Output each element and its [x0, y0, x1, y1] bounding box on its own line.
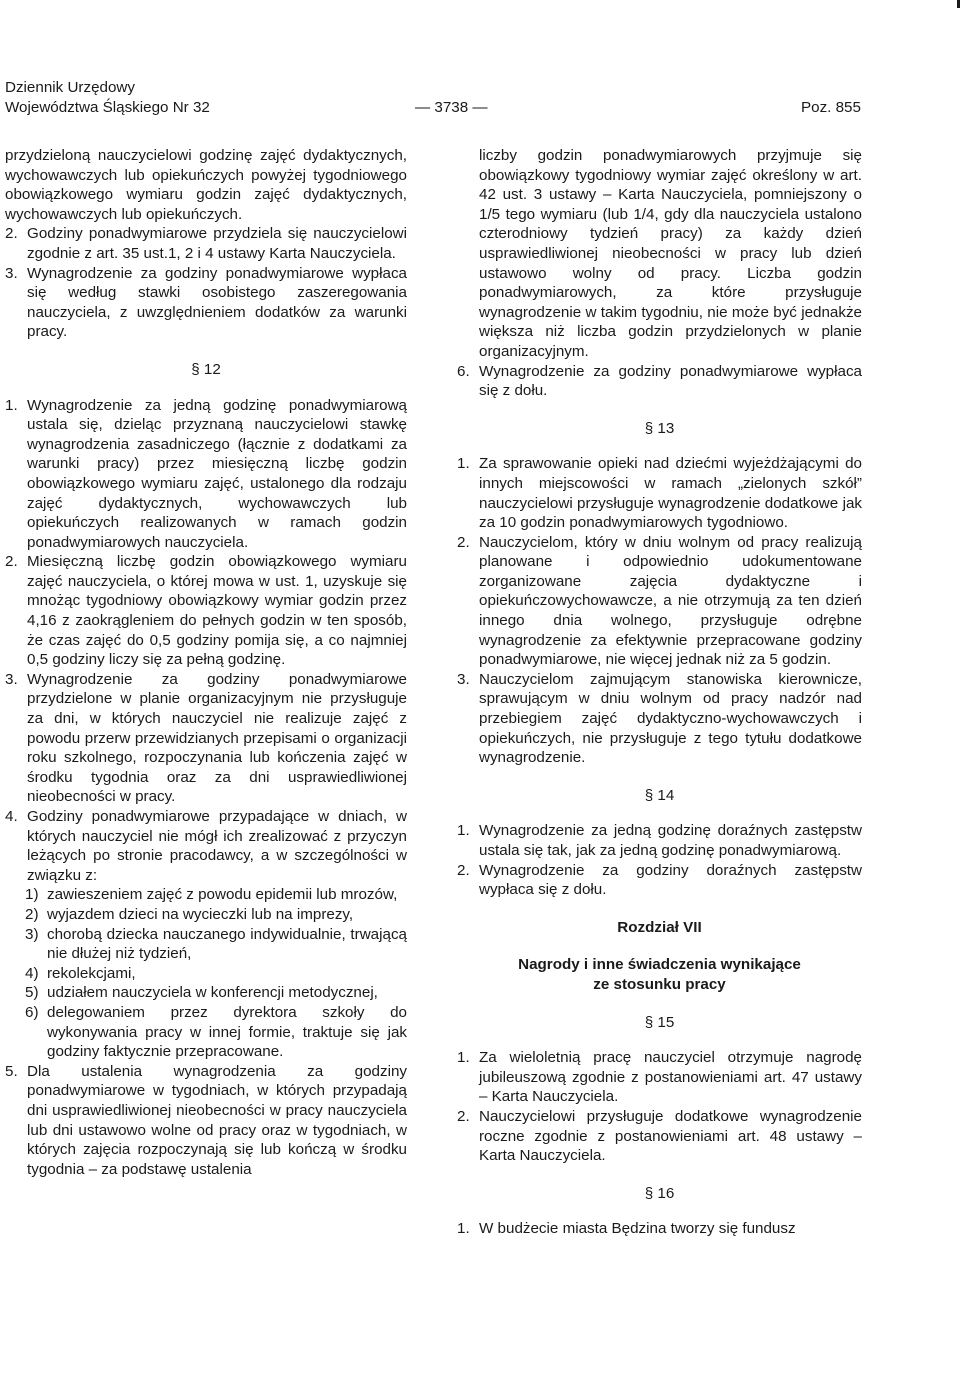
- s13-paragraph-3: [457, 670, 862, 768]
- item-number: 3.: [457, 670, 470, 688]
- s12-paragraph-5: [5, 1062, 407, 1180]
- list-item: [5, 905, 407, 925]
- section-14-heading: § 14: [644, 786, 675, 804]
- s12-paragraph-3: [5, 670, 407, 807]
- section-15-heading: § 15: [644, 1013, 675, 1031]
- s14-paragraph-2: [457, 861, 862, 900]
- list-item: [5, 1003, 407, 1062]
- intro-paragraph: przydzieloną nauczycielowi godzinę zajęć dydaktycznych, wychowawczych lub opiekuńczych powyżej tygodniowego obowiązkowego wymiaru godzin zajęć dydaktycznych, wychowawczych lub opiekuńczych.: [5, 147, 407, 223]
- list-text: zawieszeniem zajęć z powodu epidemii lub mrozów,: [47, 886, 398, 904]
- section-12-heading: § 12: [191, 360, 221, 378]
- item-number: 2.: [457, 533, 470, 551]
- list-text: delegowaniem przez dyrektora szkoły do wykonywania pracy w innej formie, traktuje się jak godziny faktycznie przepracowane.: [47, 1003, 407, 1061]
- item-text: Godziny ponadwymiarowe przydziela się nauczycielowi zgodnie z art. 35 ust.1, 2 i 4 ustawy Karta Nauczyciela.: [27, 225, 407, 262]
- s15-paragraph-1: [457, 1048, 862, 1107]
- list-number: 3): [25, 925, 39, 943]
- page-number: — 3738 —: [415, 99, 488, 116]
- item-text: W budżecie miasta Będzina tworzy się fundusz: [479, 1220, 796, 1238]
- section-13-heading: § 13: [644, 419, 675, 437]
- chapter-number: Rozdział VII: [617, 918, 702, 936]
- s12-paragraph-2: [5, 552, 407, 670]
- s12-paragraph-6: [457, 362, 862, 401]
- list-text: rekolekcjami,: [47, 964, 136, 982]
- list-text: chorobą dziecka nauczanego indywidualnie, trwającą nie dłużej niż tydzień,: [47, 925, 407, 963]
- list-number: 5): [25, 984, 39, 1002]
- item-number: 3.: [5, 264, 18, 282]
- left-column: [5, 146, 407, 1179]
- item-number: 6.: [457, 362, 470, 380]
- list-text: wyjazdem dzieci na wycieczki lub na imprezy,: [47, 905, 354, 923]
- item-text: Za sprawowanie opieki nad dziećmi wyjeżdżającymi do innych miejscowości w ramach „zielonych szkół” nauczycielowi przysługuje wynagrodzenie dodatkowe jak za 10 godzin ponadwymiarowych tygodniowo.: [479, 455, 862, 532]
- item-text: Wynagrodzenie za godziny ponadwymiarowe wypłaca się według stawki osobistego zaszeregowania nauczyciela, z uwzględnieniem dodatków za warunki pracy.: [27, 264, 407, 341]
- item-text: Wynagrodzenie za godziny ponadwymiarowe wypłaca się z dołu.: [479, 362, 862, 400]
- position-number: Poz. 855: [801, 99, 861, 116]
- item-text: Nauczycielowi przysługuje dodatkowe wynagrodzenie roczne zgodnie z postanowieniami art. 48 ustawy – Karta Nauczyciela.: [479, 1107, 862, 1165]
- chapter-title-line-2: ze stosunku pracy: [593, 975, 726, 993]
- right-column: [457, 146, 862, 1239]
- list-item: [5, 983, 407, 1003]
- s13-paragraph-2: [457, 533, 862, 670]
- s15-paragraph-2: [457, 1107, 862, 1166]
- item-text: Nauczycielom, który w dniu wolnym od pracy realizują planowane i odpowiednio udokumentowane zorganizowane zajęcia dydaktyczne i opiekuńczowychowawcze, a nie otrzymują za ten dzień innego dnia wolnego, przysługuje odrębne wynagrodzenie za efektywnie przepracowane godziny ponadwymiarowe, nie więcej jednak niż za 5 godzin.: [479, 533, 862, 669]
- item-number: 3.: [5, 670, 18, 688]
- list-number: 2): [25, 905, 39, 923]
- s12-paragraph-1: [5, 396, 407, 553]
- continued-paragraph: liczby godzin ponadwymiarowych przyjmuje się obowiązkowy tygodniowy wymiar zajęć określony w art. 42 ust. 3 ustawy – Karta Nauczyciela, pomniejszony o 1/5 tego wymiaru (lub 1/4, gdy dla nauczyciela ustalono czterodniowy tydzień pracy) za każdy dzień usprawiedliwionej nieobecności w pracy lub dzień ustawowo wolny od pracy. Liczba godzin ponadwymiarowych, za które przysługuje wynagrodzenie w takim tygodniu, nie może być jednakże większa niż liczba godzin przydzielonych w planie organizacyjnym.: [479, 147, 862, 360]
- item-number: 2.: [457, 861, 470, 879]
- item-text: Wynagrodzenie za jedną godzinę doraźnych zastępstw ustala się tak, jak za jedną godzinę ponadwymiarową.: [479, 822, 862, 859]
- item-text: Wynagrodzenie za godziny doraźnych zastępstw wypłaca się z dołu.: [479, 861, 862, 899]
- item-text: Godziny ponadwymiarowe przypadające w dniach, w których nauczyciel nie mógł ich zrealizować z przyczyn leżących po stronie pracodawcy, a w szczególności w związku z:: [27, 808, 407, 884]
- item-text: Wynagrodzenie za jedną godzinę ponadwymiarową ustala się, dzieląc przyznaną nauczycielowi stawkę wynagrodzenia zasadniczego (łącznie z dodatkami za warunki pracy) przez miesięczną liczbę godzin obowiązkowego wymiaru zajęć, ustalonego dla rodzaju zajęć dydaktycznych, wychowawczych lub opiekuńczych realizowanych w ramach godzin ponadwymiarowych nauczyciela.: [27, 396, 407, 551]
- chapter-title-line-1: Nagrody i inne świadczenia wynikające: [518, 956, 801, 974]
- item-text: Nauczycielom zajmującym stanowiska kierownicze, sprawującym w dniu wolnym od pracy nadzór nad przebiegiem zajęć dydaktyczno-wychowawczych i opiekuńczych, nie przysługuje z tego tytułu dodatkowe wynagrodzenie.: [479, 670, 862, 767]
- item-number: 5.: [5, 1062, 18, 1080]
- item-number: 1.: [5, 396, 18, 414]
- item-text: Dla ustalenia wynagrodzenia za godziny ponadwymiarowe w tygodniach, w których przypadają dni usprawiedliwionej nieobecności w pracy nauczyciela lub dni ustawowo wolne od pracy oraz w tygodniach, w których zajęcia rozpoczynają się lub kończą w środku tygodnia – za podstawę ustalenia: [27, 1062, 407, 1178]
- journal-issue: Województwa Śląskiego Nr 32: [5, 99, 210, 116]
- list-item: [5, 885, 407, 905]
- item-text: Za wieloletnią pracę nauczyciel otrzymuje nagrodę jubileuszową zgodnie z postanowieniami art. 47 ustawy – Karta Nauczyciela.: [479, 1049, 862, 1106]
- list-number: 4): [25, 964, 39, 982]
- s14-paragraph-1: [457, 821, 862, 860]
- s16-paragraph-1: [457, 1219, 862, 1239]
- list-text: udziałem nauczyciela w konferencji metodycznej,: [47, 984, 378, 1002]
- paragraph-2: [5, 224, 407, 263]
- item-number: 4.: [5, 808, 18, 825]
- journal-title: Dziennik Urzędowy: [5, 79, 135, 96]
- list-item: [5, 925, 407, 964]
- item-text: Miesięczną liczbę godzin obowiązkowego wymiaru zajęć nauczyciela, o której mowa w ust. 1, uzyskuje się mnożąc tygodniowy obowiązkowy wymiar godzin przez 4,16 z zaokrągleniem do pełnych godzin w ten sposób, że czas zajęć do 0,5 godziny pomija się, a co najmniej 0,5 godziny liczy się za pełną godzinę.: [27, 553, 407, 669]
- paragraph-3: [5, 264, 407, 342]
- s13-paragraph-1: [457, 454, 862, 532]
- item-number: 2.: [457, 1107, 470, 1125]
- list-item: [5, 964, 407, 984]
- item-number: 1.: [457, 455, 470, 473]
- list-number: 1): [25, 886, 39, 904]
- header-row: [5, 98, 865, 118]
- item-number: 1.: [457, 1220, 470, 1238]
- item-number: 1.: [457, 1049, 470, 1067]
- item-number: 2.: [5, 553, 18, 571]
- s12-paragraph-4: [5, 807, 407, 885]
- item-number: 1.: [457, 822, 470, 840]
- section-16-heading: § 16: [644, 1184, 675, 1202]
- item-text: Wynagrodzenie za godziny ponadwymiarowe przydzielone w planie organizacyjnym nie przysługuje za dni, w których nauczyciel nie realizuje zajęć z powodu przerw przewidzianych przepisami o organizacji roku szkolnego, rozpoczynania lub kończenia zajęć w środku tygodnia oraz za dni usprawiedliwionej nieobecności w pracy.: [27, 670, 407, 806]
- item-number: 2.: [5, 225, 18, 243]
- page-header: [5, 78, 865, 118]
- list-number: 6): [25, 1003, 39, 1021]
